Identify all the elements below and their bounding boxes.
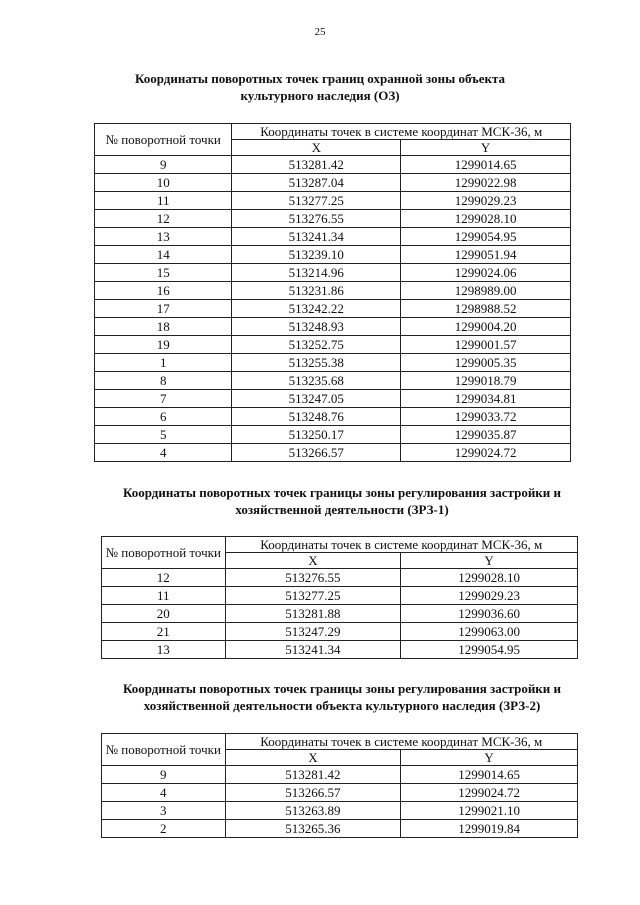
table-row [95, 156, 571, 174]
section-title-line: Координаты поворотных точек границ охранной зоны объекта [134, 71, 506, 86]
cell-x: 513287.04 [232, 174, 401, 192]
cell-y: 1299028.10 [401, 569, 578, 587]
table-row [95, 228, 571, 246]
cell-x: 513276.55 [225, 569, 401, 587]
cell-point-number: 6 [95, 408, 232, 426]
cell-point-number: 4 [102, 784, 226, 802]
header-coordinates: Координаты точек в системе координат МСК-36, м [225, 537, 577, 553]
cell-point-number: 16 [95, 282, 232, 300]
cell-point-number: 19 [95, 336, 232, 354]
header-y: Y [401, 553, 578, 569]
cell-y: 1299004.20 [401, 318, 571, 336]
table-row [95, 390, 571, 408]
cell-x: 513239.10 [232, 246, 401, 264]
table-row [95, 282, 571, 300]
cell-point-number: 8 [95, 372, 232, 390]
cell-y: 1299014.65 [401, 766, 578, 784]
cell-y: 1298988.52 [401, 300, 571, 318]
cell-point-number: 7 [95, 390, 232, 408]
cell-y: 1299005.35 [401, 354, 571, 372]
cell-x: 513281.42 [232, 156, 401, 174]
cell-y: 1299018.79 [401, 372, 571, 390]
cell-point-number: 4 [95, 444, 232, 462]
cell-point-number: 15 [95, 264, 232, 282]
table-row [95, 246, 571, 264]
table-row [102, 641, 578, 659]
cell-point-number: 13 [95, 228, 232, 246]
table-row [95, 354, 571, 372]
table-row [95, 372, 571, 390]
cell-x: 513248.76 [232, 408, 401, 426]
cell-x: 513277.25 [232, 192, 401, 210]
table-row [95, 426, 571, 444]
cell-point-number: 13 [102, 641, 226, 659]
header-x: X [225, 750, 401, 766]
cell-x: 513281.88 [225, 605, 401, 623]
cell-y: 1299054.95 [401, 228, 571, 246]
cell-x: 513241.34 [225, 641, 401, 659]
header-coordinates: Координаты точек в системе координат МСК-36, м [225, 734, 577, 750]
cell-point-number: 14 [95, 246, 232, 264]
header-x: X [225, 553, 401, 569]
cell-point-number: 1 [95, 354, 232, 372]
table-row [95, 408, 571, 426]
section-title-zrz1 [80, 484, 604, 518]
cell-y: 1299021.10 [401, 802, 578, 820]
cell-x: 513255.38 [232, 354, 401, 372]
cell-x: 513214.96 [232, 264, 401, 282]
cell-x: 513247.29 [225, 623, 401, 641]
cell-x: 513265.36 [225, 820, 401, 838]
cell-x: 513266.57 [225, 784, 401, 802]
cell-point-number: 17 [95, 300, 232, 318]
table-row [102, 766, 578, 784]
cell-point-number: 21 [102, 623, 226, 641]
section-title-line: Координаты поворотных точек границы зоны регулирования застройки и [122, 485, 562, 500]
cell-y: 1299024.72 [401, 784, 578, 802]
section-title-zrz2 [80, 680, 604, 714]
cell-y: 1299028.10 [401, 210, 571, 228]
cell-x: 513247.05 [232, 390, 401, 408]
cell-point-number: 11 [102, 587, 226, 605]
section-title-line: хозяйственной деятельности (ЗРЗ-1) [235, 502, 449, 517]
cell-point-number: 9 [95, 156, 232, 174]
cell-x: 513263.89 [225, 802, 401, 820]
table-row [95, 318, 571, 336]
table-row [95, 300, 571, 318]
cell-point-number: 2 [102, 820, 226, 838]
table-row [102, 605, 578, 623]
table-row [95, 264, 571, 282]
table-row [95, 444, 571, 462]
cell-point-number: 9 [102, 766, 226, 784]
cell-y: 1299029.23 [401, 192, 571, 210]
cell-x: 513276.55 [232, 210, 401, 228]
table-row [95, 210, 571, 228]
table-row [102, 802, 578, 820]
cell-x: 513252.75 [232, 336, 401, 354]
header-point-number: № поворотной точки [102, 734, 226, 766]
header-point-number: № поворотной точки [102, 537, 226, 569]
section-title-line: Координаты поворотных точек границы зоны регулирования застройки и [122, 681, 562, 696]
cell-y: 1299035.87 [401, 426, 571, 444]
cell-point-number: 12 [102, 569, 226, 587]
header-x: X [232, 140, 401, 156]
table-row [95, 336, 571, 354]
cell-y: 1299024.06 [401, 264, 571, 282]
header-coordinates: Координаты точек в системе координат МСК-36, м [232, 124, 571, 140]
cell-x: 513235.68 [232, 372, 401, 390]
section-title-oz [80, 70, 560, 104]
cell-y: 1299022.98 [401, 174, 571, 192]
table-row [102, 587, 578, 605]
cell-y: 1299014.65 [401, 156, 571, 174]
cell-y: 1299024.72 [401, 444, 571, 462]
cell-y: 1299054.95 [401, 641, 578, 659]
cell-y: 1299051.94 [401, 246, 571, 264]
header-y: Y [401, 140, 571, 156]
coords-table-zrz1 [101, 536, 578, 659]
cell-x: 513277.25 [225, 587, 401, 605]
cell-x: 513281.42 [225, 766, 401, 784]
header-y: Y [401, 750, 578, 766]
cell-y: 1299001.57 [401, 336, 571, 354]
cell-point-number: 20 [102, 605, 226, 623]
cell-point-number: 3 [102, 802, 226, 820]
cell-x: 513241.34 [232, 228, 401, 246]
cell-x: 513242.22 [232, 300, 401, 318]
cell-x: 513231.86 [232, 282, 401, 300]
section-title-line: хозяйственной деятельности объекта культурного наследия (ЗРЗ-2) [143, 698, 541, 713]
coords-table-zrz2 [101, 733, 578, 838]
coords-table-oz [94, 123, 571, 462]
cell-y: 1299019.84 [401, 820, 578, 838]
cell-y: 1299033.72 [401, 408, 571, 426]
table-row [102, 784, 578, 802]
cell-x: 513250.17 [232, 426, 401, 444]
cell-y: 1299034.81 [401, 390, 571, 408]
cell-y: 1299063.00 [401, 623, 578, 641]
table-row [102, 623, 578, 641]
cell-y: 1299036.60 [401, 605, 578, 623]
page-number: 25 [314, 26, 326, 38]
cell-x: 513248.93 [232, 318, 401, 336]
table-row [102, 820, 578, 838]
cell-point-number: 10 [95, 174, 232, 192]
cell-point-number: 18 [95, 318, 232, 336]
cell-x: 513266.57 [232, 444, 401, 462]
cell-point-number: 12 [95, 210, 232, 228]
cell-y: 1298989.00 [401, 282, 571, 300]
cell-point-number: 11 [95, 192, 232, 210]
cell-point-number: 5 [95, 426, 232, 444]
cell-y: 1299029.23 [401, 587, 578, 605]
header-point-number: № поворотной точки [95, 124, 232, 156]
section-title-line: культурного наследия (ОЗ) [240, 88, 400, 103]
table-row [102, 569, 578, 587]
table-row [95, 174, 571, 192]
table-row [95, 192, 571, 210]
